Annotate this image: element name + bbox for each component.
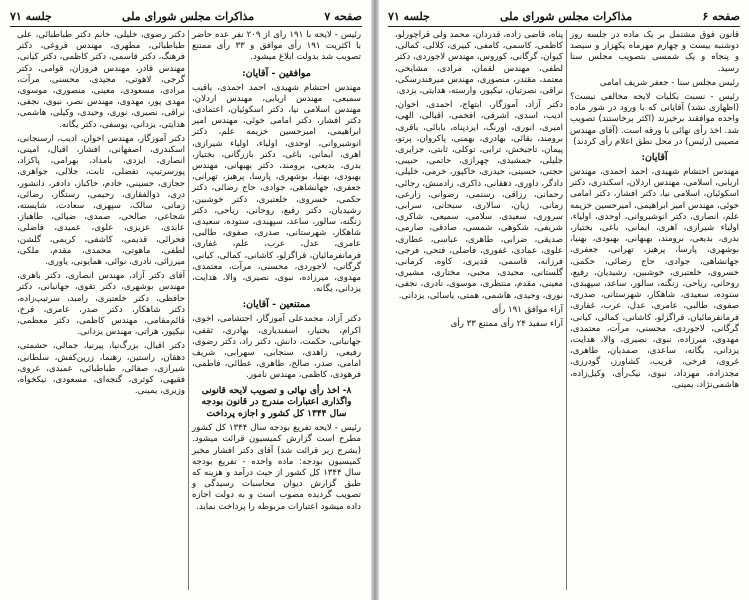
section-heading: آقایان: [641, 152, 668, 164]
right-page-right-column [567, 30, 742, 590]
right-page-header [388, 6, 740, 27]
paragraph: دکتر آزاد، آموزگار، ابتهاج، احمدی، اخوان، ادیب، اسدی، اشرفی، افخمی، اقبالی، الهی، امیری، انوری، اورنگ، ایزدپناه، بابائی، باقری، برومند، بقائی، بهادری، بهمنی، پاکروان، پرتو، پیمان، تاجبخش، ترابی، توکلی، ثابتی، جزایری، جلیلی، جمشیدی، چهرازی، حاتمی، حبیبی، حجتی، حسینی، حیدری، خاکپور، خرمی، خلیلی، دادگر، داوری، دهقانی، ذاکری، رادمنش، رجائی، رحمانی، رزاقی، رستمی، رضوانی، زارعی، زمانی، ژیان، سالاری، سبحانی، سرابی، سروری، سعیدی، سلامی، سمیعی، شاکری، شریفی، شکوهی، شمسی، صادقی، صارمی، صدیقی، ضرابی، طاهری، عباسی، عطاری، علوی، عمادی، غفوری، فاضلی، فتحی، فرجی، فرزانه، قاسمی، قدیری، کاوه، کرمانی، گلستانی، مجیدی، محبی، مختاری، مشیری، معینی، مقدم، منتظری، موسوی، نادری، نجفی، نوری، وحیدی، هاشمی، همتی، یاسائی، یزدانی. [395, 100, 563, 301]
section-heading: موافقین - آقایان: [242, 67, 311, 79]
paragraph: مهندس احتشام شهیدی، احمد احمدی، مهندس اربابی، اسلامی، مهندس اردلان، اسکندری، دکتر اسکوئیان، اسلامی نیا، دکتر افشار، دکتر امامی خوئی، مهندس امیر ابراهیمی، امیرحسین خزیمه علم، انصاری، دکتر انوشیروانی، اوحدی، اولیاء، اولیاء شیرازی، اهری، ایمانی، باغی، بختیار، بدری، بدیعی، برومند، بهبهانی، بهبودی، بهنیا، بوشهری، پارسا، پرهیز، تهرانی، جعفری، جهانشاهی، جوادی، حاج رضائی، حکمی، خسروی، خلعتبری، خوشبین، رشیدیان، رفیع، روحانی، ریاحی، زنگنه، سالور، ساعد، سپهبدی، ستوده، سعیدی، شاهکار، شهرستانی، صدری، صفوی، طالبی، عامری، عدل، عرب، غفاری، فرمانفرمائیان، قراگزلو، کاشانی، کمالی، کیانی، گرگانی، لاجوردی، محسنی، مرآت، معتمدی، مهدوی، میرزاده، نبوی، نصیری، والا، هدایت، یزدانی، یگانه، ساعدی، صمدیان، طاهری، غروی، فرخی، قریب، کشاورز، گودرزی، مجدزاده، مهرداد، نبوی، نیک‌رأی، وکیل‌زاده، هاشمی‌نژاد، یمینی. [570, 167, 739, 390]
section-heading: ممتنعین - آقایان: [242, 299, 311, 311]
agenda-item-heading: ۸- اخذ رأی نهائی و تصویب لایحه قانونی واگذاری اعتبارات مندرج در قانون بودجه سال ۱۳۴۴ کل کشور و اجازه پرداخت [201, 385, 352, 419]
left-page-left-column [14, 30, 189, 590]
paragraph: آقای دکتر آزاد، مهندس انصاری، دکتر باهری، مهندس بوشهری، دکتر تقوی، جهانبانی، دکتر حافظی، دکتر خلعتبری، رامبد، سرتیپ‌زاده، دکتر شاهکار، دکتر صدر، عامری، فرخ، قائم‌مقامی، مهندس کاظمی، دکتر معظمی، نیکپور، هراتی، مهندس یزدانی. [17, 271, 185, 338]
right-session-number: جلسه ۷۱ [388, 9, 430, 23]
paragraph: دکتر آموزگار، مهندس اخوان، ادیب، ارسنجانی، اسکندری، اصفهانی، افشار، اقبال، امینی، انصاری، ایزدی، بامداد، بهرامی، پاکزاد، پورسرتیپ، تفضلی، ثابت، جلالی، جواهری، حجازی، حسینی، خادم، خاکباز، دادفر، دانشور، دری، ذوالفقاری، رحیمی، رستگار، رضائی، زمانی، سالک، سپهری، سعادت، شایسته، شجاعی، صالحی، صمدی، ضیائی، طاهباز، عابدی، عزیزی، علوی، عمیدی، فاضلی، فخرائی، قدیمی، کاشفی، کریمی، گلشن، لطفی، ماهوتی، محمدی، مقدم، ملکی، میرزائی، نادری، نوائی، همایونی، یاوری. [17, 133, 185, 268]
book-gutter [371, 0, 379, 600]
right-page [382, 6, 746, 594]
right-page-columns [386, 30, 742, 590]
vote-tally: آراء موافق ۱۹۱ رأی [492, 304, 563, 315]
paragraph: قانون فوق مشتمل بر یک ماده در جلسه روز دوشنبه بیست و چهارم مهرماه یکهزار و سیصد و پنجاه و یک شمسی بتصویب مجلس سنا رسید. [570, 30, 739, 74]
left-session-number: جلسه ۷۱ [10, 9, 52, 23]
paragraph: رئیس مجلس سنا - جعفر شریف امامی [599, 77, 739, 88]
paragraph: رئیس - لایحه تفریغ بودجه سال ۱۳۴۴ کل کشور مطرح است گزارش کمیسیون قرائت میشود. (بشرح زیر قرائت شد) آقای دکتر افشار مخبر کمیسیون بودجه: ماده واحده - تفریغ بودجه سال ۱۳۴۴ کل کشور از حیث درآمد و هزینه که طبق گزارش دیوان محاسبات رسیدگی و تصویب گردیده مصوب است و به دولت اجازه داده میشود اعتبارات مربوطه را پرداخت نماید. [192, 423, 361, 512]
right-page-number: صفحه ۶ [702, 9, 740, 23]
paragraph: دکتر آزاد، محمدعلی آموزگار، احتشامی، اخوی، اکرام، بختیار، اسفندیاری، بهادری، ثقفی، جهانبانی، حکمت، دانش، دکتر راد، دکتر رضوی، رفیعی، زاهدی، سنجابی، سهرابی، شریف امامی، صدر، صالح، طاهری، عطائی، فاطمی، فرهودی، کاظمی، مهندس نامور. [192, 314, 361, 381]
paragraph: مهندس احتشام شهیدی، احمد احمدی، باقیب سمیعی، مهندس اربابی، مهندس اردلان، مهندس اسلامی نیا، دکتر اسکوئیان، اعتمادی، دکتر افشار، دکتر امامی خوئی، مهندس امیر ابراهیمی، امیرحسین خزیمه علم، دکتر انوشیروانی، اوحدی، اولیاء، اولیاء شیرازی، اهری، ایمانی، باغی، دکتر بازرگانی، بختیار، بدری، بدیعی، برومند، دکتر بهبهانی، مهندس بهبودی، بهنیا، بوشهری، پارسا، پرهیز، تهرانی، جعفری، جهانشاهی، جوادی، حاج رضائی، دکتر حکمی، خسروی، خلعتبری، دکتر خوشبین، رشیدیان، دکتر رفیع، روحانی، ریاحی، دکتر زنگنه، سالور، ساعد، سپهبدی، ستوده، سعیدی، شاهکار، شهرستانی، صدری، صفوی، طالبی، عامری، عدل، عرب، علم، غفاری، فرمانفرمائیان، قراگزلو، کاشانی، کمالی، کیانی، گرگانی، لاجوردی، محسنی، مرآت، معتمدی، مهدوی، میرزاده، نبوی، نصیری، والا، هدایت، یزدانی، یگانه. [192, 82, 361, 295]
paragraph: پناه، قاضی زاده، قدردان، محمد ولی قراچورلو، کاظمی، کاسمی، کامفی، کبیری، کلالی، کمالی، کیوان، گرگانی، کوروس، مهندس لاجوردی، دکتر لطفی، مهندس لقمان، مرادی، مشایخی، معتمد، مقتدر، منصوری، مهندس میرفندرسکی، نراقی، نصرتیان، نیکپور، وارسته، هدایتی، یزدی. [395, 30, 563, 97]
right-page-title: مذاکرات مجلس شورای ملی [500, 9, 633, 23]
left-page-title: مذاکرات مجلس شورای ملی [122, 9, 255, 23]
left-page [4, 6, 368, 594]
left-page-header [10, 6, 362, 27]
left-page-right-column [189, 30, 364, 590]
left-page-columns [8, 30, 364, 590]
paragraph: رئیس - لایحه با ۱۹۱ رأی از ۲۰۹ نفر عده حاضر با اکثریت ۱۹۱ رأی موافق و ۳۳ رأی ممتنع تصویب شد بدولت ابلاغ میشود. [192, 30, 362, 63]
paragraph: رئیس - نسبت بکلیات لایحه مخالفی نیست؟ (اظهاری نشد) آقایانی که با ورود در شور ماده واحده موافقند برخیزند (اکثر برخاستند) تصویب شد. اخذ رأی نهائی با ورقه است. (آقای مهندس مصیبی (رئیس) در محل نطق اعلام رأی کردند) [570, 92, 739, 147]
left-page-number: صفحه ۷ [324, 9, 362, 23]
paragraph: دکتر رضوی، خلیلی، خانم دکتر طباطبائی، علی طباطبائی، مطهری، مهندس فروغی، دکتر فرهنگ، دکتر قاسمی، دکتر کاظمی، دکتر کیانی، مهندس قادر، مهندس فروزان، قوامی، دکتر گرجی، لاهوتی، مجیدی، محسنی، مرآت، مرادی، مسعودی، معینی، منصوری، موسوی، مهدی پور، مهدوی، مهندس نصر، نبوی، نجفی، نراقی، نصیری، نوری، وحیدی، وکیلی، هاشمی، هدایتی، یزدانی، یوسفی، دکتر یگانه. [17, 30, 185, 130]
paragraph: دکتر اقبال، بزرگ‌نیا، پیرنیا، جمالی، حشمتی، دهقان، راستین، رهنما، زرین‌کفش، سلطانی، شیرازی، صفائی، طباطبائی، عمیدی، غروی، فقیهی، کوثری، گنجه‌ای، مسعودی، نیکخواه، وزیری، یمینی. [17, 341, 185, 397]
vote-tally: آراء سفید ۲۴ رأی ممتنع ۳۳ رأی [450, 319, 563, 330]
right-page-left-column [392, 30, 567, 590]
